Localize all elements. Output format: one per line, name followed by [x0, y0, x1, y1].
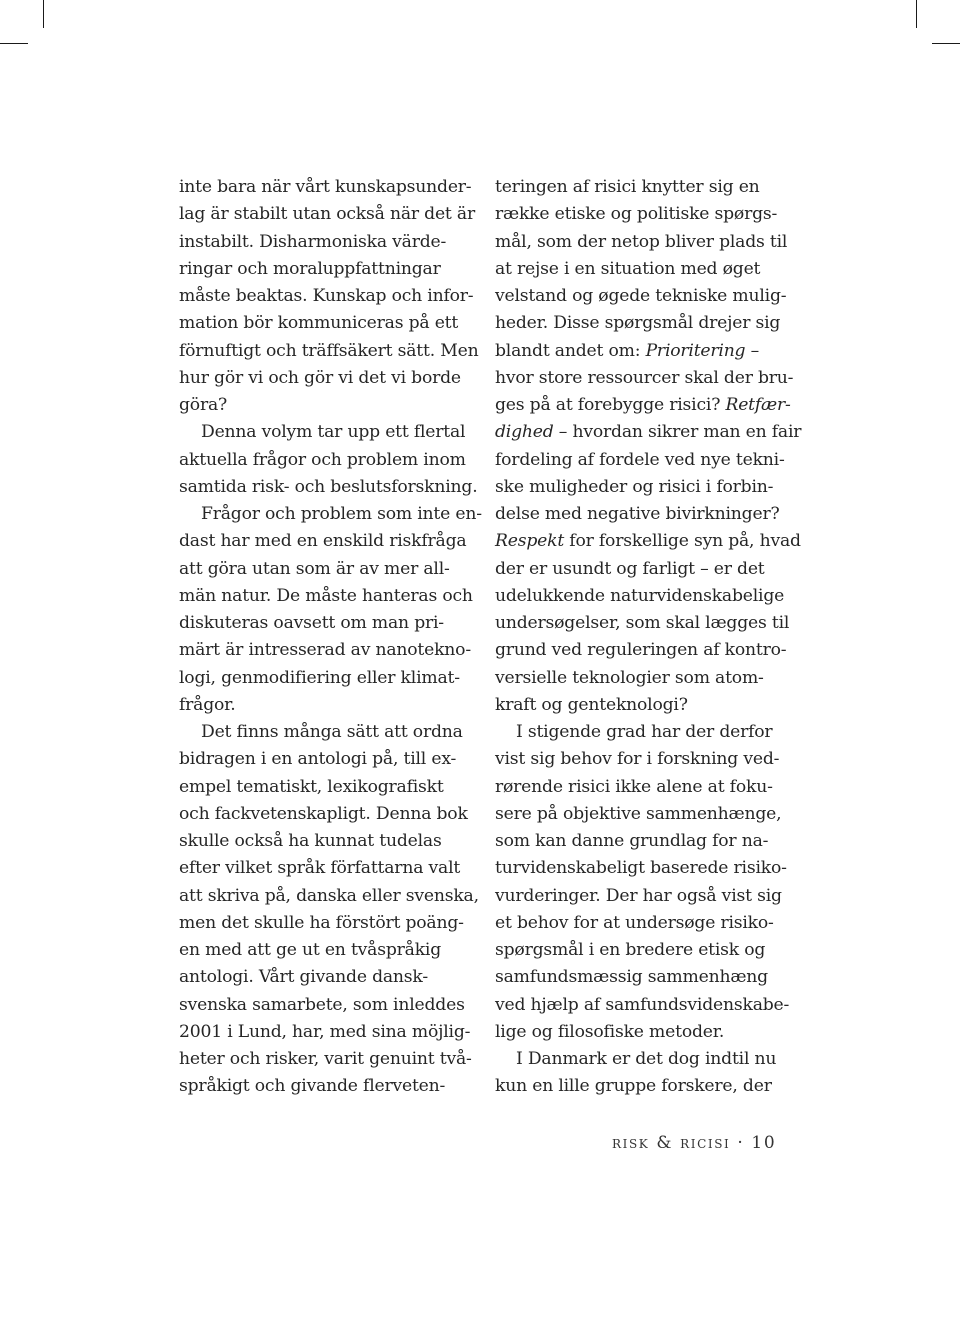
text-line: spørgsmål i en bredere etisk og	[495, 940, 766, 960]
text-line: delse med negative bivirkninger?	[495, 504, 780, 524]
text-line: heder. Disse spørgsmål drejer sig	[495, 313, 781, 334]
text-line: diskuteras oavsett om man pri-	[179, 613, 444, 633]
text-segment: – hvordan sikrer man en fair	[553, 422, 802, 443]
text-line: logi, genmodifiering eller klimat-	[179, 667, 460, 688]
text-line: antologi. Vårt givande dansk-	[179, 967, 428, 988]
text-line: skulle också ha kunnat tudelas	[179, 831, 442, 851]
text-line: versielle teknologier som atom-	[495, 667, 764, 688]
text-line: udelukkende naturvidenskabelige	[495, 585, 785, 606]
text-line-with-emphasis	[495, 419, 802, 446]
text-line: måste beaktas. Kunskap och infor-	[179, 286, 474, 306]
text-line: inte bara när vårt kunskapsunder-	[179, 177, 472, 197]
paragraph-start-line: Det finns många sätt att ordna	[201, 722, 463, 742]
emphasis-respekt: Respekt	[495, 531, 565, 552]
right-column	[495, 174, 802, 1101]
paragraph-start-line: I Danmark er det dog indtil nu	[516, 1049, 777, 1069]
text-line: instabilt. Disharmoniska värde-	[179, 231, 447, 252]
text-line: förnuftigt och träffsäkert sätt. Men	[179, 340, 479, 361]
text-line: män natur. De måste hanteras och	[179, 585, 473, 606]
text-line-with-emphasis	[495, 392, 795, 419]
text-line: och fackvetenskapligt. Denna bok	[179, 803, 468, 824]
crop-mark-top-left	[0, 43, 28, 44]
text-line-with-emphasis	[495, 338, 795, 365]
text-line: række etiske og politiske spørgs-	[495, 204, 778, 225]
text-line: att skriva på, danska eller svenska,	[179, 885, 479, 906]
text-line: kraft og genteknologi?	[495, 694, 688, 715]
text-segment: –	[745, 340, 760, 361]
emphasis-prioritering: Prioritering	[645, 340, 746, 361]
emphasis-retfaerdighed-part2: dighed	[495, 422, 554, 443]
running-title: risk & ricisi	[612, 1133, 731, 1153]
footer-separator: ·	[737, 1133, 745, 1153]
text-line: teringen af risici knytter sig en	[495, 177, 760, 197]
text-line: et behov for at undersøge risiko-	[495, 912, 774, 933]
text-line: rørende risici ikke alene at foku-	[495, 776, 773, 797]
text-line: turvidenskabeligt baserede risiko-	[495, 858, 787, 879]
text-line: lige og filosofiske metoder.	[495, 1021, 725, 1042]
crop-mark-top-left-vertical	[43, 0, 44, 28]
text-line: språkigt och givande flerveten-	[179, 1076, 446, 1097]
crop-mark-top-right-vertical	[916, 0, 917, 28]
text-line: vurderinger. Der har også vist sig	[495, 885, 782, 906]
text-line: göra?	[179, 395, 228, 415]
text-line: grund ved reguleringen af kontro-	[495, 640, 787, 661]
text-line: fordeling af fordele ved nye tekni-	[495, 449, 785, 470]
text-line: dast har med en enskild riskfråga	[179, 531, 467, 552]
text-line: aktuella frågor och problem inom	[179, 449, 466, 470]
text-segment: blandt andet om:	[495, 340, 646, 361]
text-line: men det skulle ha förstört poäng-	[179, 912, 464, 933]
text-line-with-emphasis	[495, 528, 801, 555]
text-line: hvor store ressourcer skal der bru-	[495, 367, 794, 388]
text-line: empel tematiskt, lexikografiskt	[179, 776, 444, 797]
text-line: en med att ge ut en tvåspråkig	[179, 940, 442, 960]
text-line: vist sig behov for i forskning ved-	[495, 749, 780, 770]
text-line: heter och risker, varit genuint två-	[179, 1049, 472, 1069]
crop-mark-top-right	[932, 43, 960, 44]
text-segment: for forskellige syn på, hvad	[564, 531, 801, 552]
text-line: sere på objektive sammenhænge,	[495, 803, 782, 824]
text-line: märt är intresserad av nanotekno-	[179, 640, 471, 661]
text-line: velstand og øgede tekniske mulig-	[495, 286, 787, 306]
text-line: frågor.	[179, 694, 236, 715]
text-line: samtida risk- och beslutsforskning.	[179, 476, 478, 497]
text-line: der er usundt og farligt – er det	[495, 558, 765, 579]
text-line: ved hjælp af samfundsvidenskabe-	[495, 994, 790, 1015]
text-line: mation bör kommuniceras på ett	[179, 313, 459, 334]
text-line: som kan danne grundlag for na-	[495, 831, 769, 851]
text-line: kun en lille gruppe forskere, der	[495, 1076, 772, 1097]
paragraph-start-line: Denna volym tar upp ett flertal	[201, 422, 466, 443]
page-number: 10	[751, 1133, 777, 1153]
left-column	[179, 174, 482, 1101]
text-line: svenska samarbete, som inleddes	[179, 994, 465, 1015]
text-line: ske muligheder og risici i forbin-	[495, 476, 774, 497]
text-line: bidragen i en antologi på, till ex-	[179, 749, 457, 770]
text-line: mål, som der netop bliver plads til	[495, 231, 788, 252]
paragraph-start-line: I stigende grad har der derfor	[516, 722, 773, 742]
text-line: at rejse i en situation med øget	[495, 258, 761, 279]
text-line: att göra utan som är av mer all-	[179, 558, 450, 579]
text-line: undersøgelser, som skal lægges til	[495, 613, 790, 633]
text-line: efter vilket språk författarna valt	[179, 858, 461, 879]
emphasis-retfaerdighed-part1: Retfær-	[725, 395, 791, 415]
running-footer	[612, 1129, 776, 1157]
paragraph-start-line: Frågor och problem som inte en-	[201, 504, 482, 524]
text-line: 2001 i Lund, har, med sina möjlig-	[179, 1021, 471, 1042]
text-line: hur gör vi och gör vi det vi borde	[179, 367, 461, 388]
text-segment: ges på at forebygge risici?	[495, 395, 726, 415]
text-line: lag är stabilt utan också när det är	[179, 204, 475, 225]
text-line: samfundsmæssig sammenhæng	[495, 967, 768, 988]
text-line: ringar och moraluppfattningar	[179, 258, 441, 279]
